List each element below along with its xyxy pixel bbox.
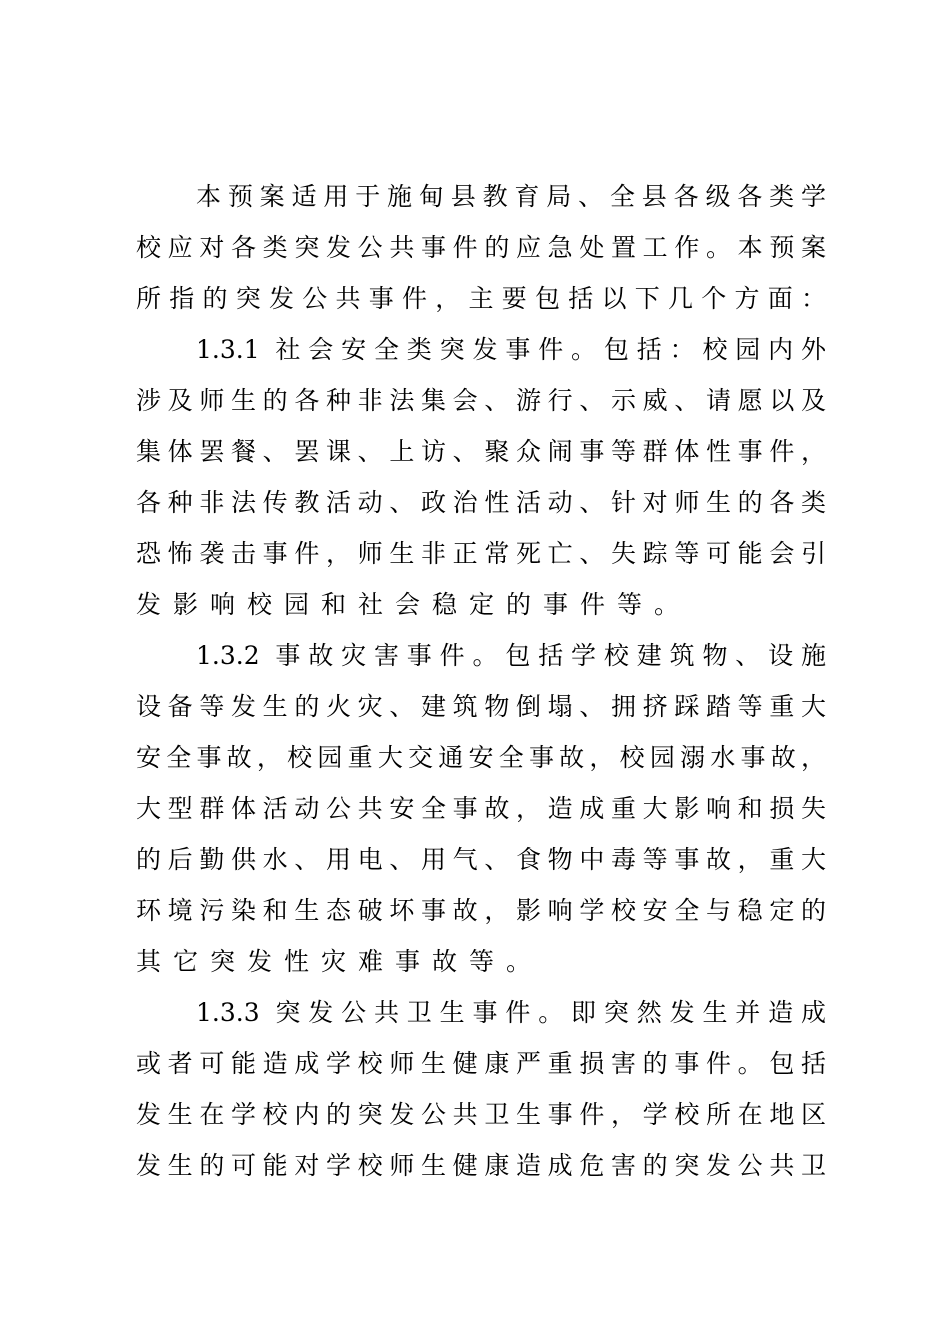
paragraph-line: 1.3.2 事故灾害事件。包括学校建筑物、设施: [196, 641, 826, 670]
paragraph-line: 1.3.3 突发公共卫生事件。即突然发生并造成: [196, 998, 826, 1027]
paragraph-line: 安全事故，校园重大交通安全事故，校园溺水事故，: [136, 743, 826, 772]
paragraph-line: 或者可能造成学校师生健康严重损害的事件。包括: [136, 1049, 826, 1078]
paragraph-line: 发影响校园和社会稳定的事件等。: [136, 590, 692, 619]
paragraph-line: 集体罢餐、罢课、上访、聚众闹事等群体性事件，: [136, 437, 826, 466]
paragraph-line: 其它突发性灾难事故等。: [136, 947, 544, 976]
paragraph-line: 设备等发生的火灾、建筑物倒塌、拥挤踩踏等重大: [136, 692, 826, 721]
paragraph-line: 各种非法传教活动、政治性活动、针对师生的各类: [136, 488, 826, 517]
paragraph-line: 发生在学校内的突发公共卫生事件，学校所在地区: [136, 1100, 826, 1129]
paragraph-line: 大型群体活动公共安全事故，造成重大影响和损失: [136, 794, 826, 823]
paragraph-line: 的后勤供水、用电、用气、食物中毒等事故，重大: [136, 845, 826, 874]
paragraph-line: 发生的可能对学校师生健康造成危害的突发公共卫: [136, 1151, 826, 1180]
paragraph-line: 所指的突发公共事件，主要包括以下几个方面：: [136, 284, 826, 313]
paragraph-line: 恐怖袭击事件，师生非正常死亡、失踪等可能会引: [136, 539, 826, 568]
paragraph-line: 1.3.1 社会安全类突发事件。包括：校园内外: [196, 335, 826, 364]
paragraph-line: 校应对各类突发公共事件的应急处置工作。本预案: [136, 233, 826, 262]
paragraph-line: 涉及师生的各种非法集会、游行、示威、请愿以及: [136, 386, 826, 415]
paragraph-line: 环境污染和生态破坏事故，影响学校安全与稳定的: [136, 896, 826, 925]
paragraph-line: 本预案适用于施甸县教育局、全县各级各类学: [196, 182, 826, 211]
